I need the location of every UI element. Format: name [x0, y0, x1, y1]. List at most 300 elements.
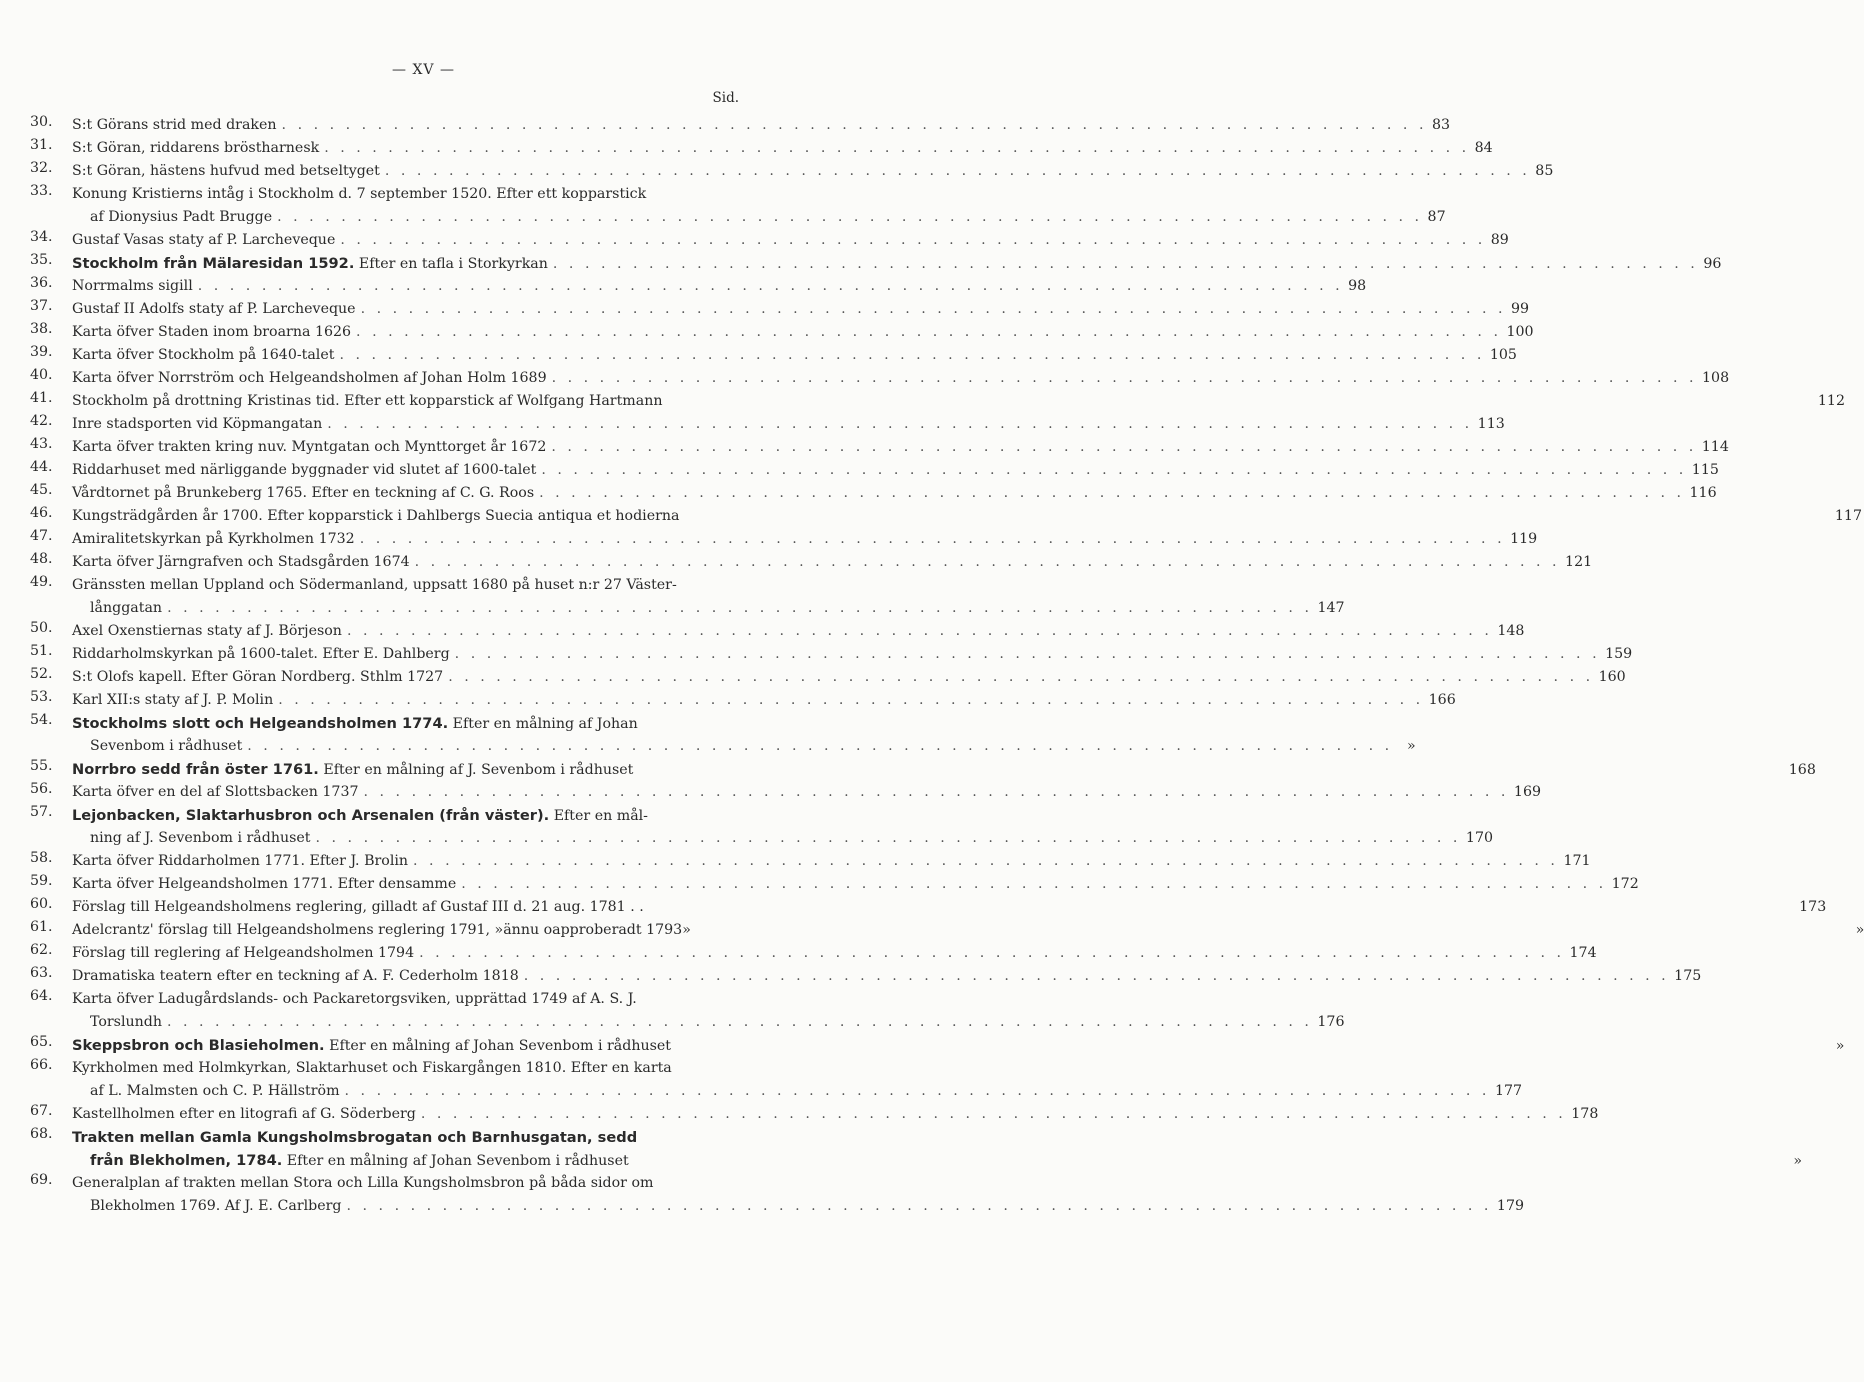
entry-number: 44. — [30, 459, 53, 475]
page-header: — XV — — [392, 62, 455, 78]
entry-text: af Dionysius Padt Brugge — [90, 209, 273, 225]
entry-title-bold: Lejonbacken, Slaktarhusbron och Arsenalen (från väster). — [72, 807, 550, 824]
entry-caption — [72, 873, 456, 896]
dot-leader — [355, 528, 1510, 551]
entry-text: Gränssten mellan Uppland och Södermanland, uppsatt 1680 på huset n:r 27 Väster- — [72, 577, 677, 593]
page-number: 169 — [1513, 784, 1542, 800]
list-item — [30, 804, 1494, 850]
entry-number: 43. — [30, 436, 53, 452]
entry-title-bold: från Blekholmen, 1784. — [90, 1152, 283, 1169]
dot-leader — [311, 827, 1466, 850]
entry-number: 57. — [30, 804, 53, 820]
entry-caption — [72, 321, 351, 344]
entry-caption — [72, 1103, 416, 1126]
entry-line — [72, 321, 1534, 344]
entry-caption — [72, 390, 662, 413]
page-number: 160 — [1598, 669, 1626, 685]
entry-line — [72, 1126, 740, 1149]
list-item — [30, 114, 1451, 137]
entry-text: Torslundh — [90, 1014, 162, 1030]
entry-text: Förslag till Helgeandsholmens reglering, gilladt af Gustaf III d. 21 aug. 1781 . . — [72, 899, 644, 915]
entry-title-bold: Norrbro sedd från öster 1761. — [72, 761, 319, 778]
list-item — [30, 482, 1717, 505]
page-number: 98 — [1348, 278, 1367, 294]
dot-leader — [456, 873, 1611, 896]
entry-text: Norrmalms sigill — [72, 278, 193, 294]
entry-line — [72, 666, 1626, 689]
entry-line — [72, 229, 1509, 252]
entry-line — [72, 436, 1729, 459]
list-item — [30, 390, 1845, 413]
page-number: 100 — [1506, 324, 1534, 340]
entry-line — [72, 482, 1717, 505]
entry-text: Riddarholmskyrkan på 1600-talet. Efter E. Dahlberg — [72, 646, 450, 662]
entry-number: 45. — [30, 482, 53, 498]
entry-line — [72, 114, 1451, 137]
entry-caption — [90, 827, 311, 850]
entry-text: Adelcrantz' förslag till Helgeandsholmens reglering 1791, »ännu oapproberadt 1793» — [72, 922, 691, 938]
page-number: 115 — [1691, 462, 1719, 478]
entry-text: Efter en målning af J. Sevenbom i rådhuset — [318, 762, 634, 778]
entry-number: 39. — [30, 344, 53, 360]
entry-line — [72, 643, 1633, 666]
entry-caption — [72, 620, 342, 643]
entry-text: Sevenbom i rådhuset — [90, 738, 243, 754]
entry-number: 40. — [30, 367, 53, 383]
entry-caption — [90, 1080, 340, 1103]
entry-number: 34. — [30, 229, 53, 245]
entry-number: 49. — [30, 574, 53, 590]
list-item — [30, 758, 1816, 781]
entry-text: Dramatiska teatern efter en teckning af A. F. Cederholm 1818 — [72, 968, 519, 984]
page-number: 177 — [1494, 1083, 1523, 1099]
entry-text: Förslag till reglering af Helgeandsholmen 1794 — [72, 945, 415, 961]
entry-caption — [72, 160, 380, 183]
page-number: 172 — [1611, 876, 1639, 892]
entry-text: ning af J. Sevenbom i rådhuset — [90, 830, 311, 846]
dot-leader — [408, 850, 1563, 873]
dot-leader — [272, 206, 1427, 229]
list-item — [30, 942, 1597, 965]
entry-number: 48. — [30, 551, 53, 567]
page-number: 84 — [1474, 140, 1493, 156]
entry-caption — [72, 1172, 653, 1195]
entry-caption — [72, 712, 638, 736]
entry-line — [72, 712, 740, 735]
entry-text: Amiralitetskyrkan på Kyrkholmen 1732 — [72, 531, 355, 547]
entry-line — [72, 298, 1530, 321]
entry-line — [72, 873, 1639, 896]
entry-text: Efter en mål- — [549, 808, 648, 824]
entry-line — [72, 367, 1730, 390]
page-number: » — [1793, 1153, 1803, 1169]
entry-number: 37. — [30, 298, 53, 314]
list-item — [30, 436, 1729, 459]
entry-number: 47. — [30, 528, 53, 544]
entry-caption — [72, 781, 359, 804]
page-column-label: Sid. — [712, 90, 739, 106]
entry-text: Blekholmen 1769. Af J. E. Carlberg — [90, 1198, 342, 1214]
entry-line — [72, 528, 1538, 551]
entry-title-bold: Skeppsbron och Blasieholmen. — [72, 1037, 325, 1054]
list-item — [30, 252, 1722, 275]
dot-leader — [340, 1080, 1495, 1103]
entry-line — [72, 689, 1456, 712]
entry-number: 30. — [30, 114, 53, 130]
list-item — [30, 873, 1639, 896]
entry-text: Konung Kristierns intåg i Stockholm d. 7 september 1520. Efter ett kopparstick — [72, 186, 647, 202]
entry-text: Vårdtornet på Brunkeberg 1765. Efter en teckning af C. G. Roos — [72, 485, 535, 501]
list-item — [30, 367, 1730, 390]
entry-line — [72, 505, 1862, 528]
entry-line — [72, 919, 1864, 942]
page-number: 117 — [1834, 508, 1862, 524]
entry-number: 50. — [30, 620, 53, 636]
entry-caption — [90, 597, 162, 620]
entry-text: Gustaf II Adolfs staty af P. Larcheveque — [72, 301, 356, 317]
entry-caption — [72, 436, 546, 459]
entry-line — [72, 574, 740, 597]
list-item — [30, 965, 1702, 988]
page-number: 175 — [1674, 968, 1702, 984]
entry-text: Efter en målning af Johan Sevenbom i rådhuset — [282, 1153, 629, 1169]
entry-line — [72, 137, 1493, 160]
entry-text: Inre stadsporten vid Köpmangatan — [72, 416, 323, 432]
list-item — [30, 183, 1446, 229]
entry-caption — [90, 735, 242, 758]
page-number: 116 — [1689, 485, 1717, 501]
page-number: 85 — [1535, 163, 1554, 179]
entry-number: 52. — [30, 666, 53, 682]
entry-caption — [72, 413, 322, 436]
entry-text: Karta öfver Norrström och Helgeandsholmen af Johan Holm 1689 — [72, 370, 547, 386]
entry-number: 65. — [30, 1034, 53, 1050]
dot-leader — [277, 114, 1432, 137]
entry-line — [72, 758, 1816, 781]
entry-title-bold: Stockholms slott och Helgeandsholmen 1774. — [72, 715, 449, 732]
entry-number: 69. — [30, 1172, 53, 1188]
entry-number: 36. — [30, 275, 53, 291]
entry-number: 60. — [30, 896, 53, 912]
list-item — [30, 643, 1633, 666]
list-item — [30, 298, 1530, 321]
entry-caption — [72, 1126, 637, 1150]
dot-leader — [416, 1103, 1571, 1126]
entry-text: Karl XII:s staty af J. P. Molin — [72, 692, 274, 708]
dot-leader — [443, 666, 1598, 689]
list-item — [30, 896, 1827, 919]
entry-text: Efter en tafla i Storkyrkan — [354, 256, 548, 272]
entry-caption — [72, 965, 519, 988]
entry-caption — [72, 505, 679, 528]
entry-caption — [72, 574, 677, 597]
page-number: 87 — [1427, 209, 1446, 225]
dot-leader — [193, 275, 1348, 298]
list-item — [30, 620, 1525, 643]
page-number: 108 — [1702, 370, 1730, 386]
list-item — [30, 781, 1542, 804]
list-item — [30, 137, 1493, 160]
entry-caption — [72, 551, 410, 574]
entry-text: Kastellholmen efter en litografi af G. Söderberg — [72, 1106, 416, 1122]
entry-text: långgatan — [90, 600, 163, 616]
entry-text: Axel Oxenstiernas staty af J. Börjeson — [72, 623, 342, 639]
list-item — [30, 551, 1593, 574]
entry-caption — [72, 919, 691, 942]
entry-line — [72, 735, 1416, 758]
entry-number: 61. — [30, 919, 53, 935]
entry-number: 33. — [30, 183, 53, 199]
entry-text: Karta öfver Stockholm på 1640-talet — [72, 347, 335, 363]
page-number: 114 — [1701, 439, 1729, 455]
page-number: 96 — [1703, 256, 1722, 272]
page-number: 176 — [1317, 1014, 1345, 1030]
entry-number: 32. — [30, 160, 53, 176]
entry-caption — [72, 229, 335, 252]
dot-leader — [548, 253, 1703, 276]
entry-line — [72, 781, 1542, 804]
entry-line — [72, 206, 1446, 229]
entry-line — [72, 413, 1505, 436]
dot-leader — [414, 942, 1569, 965]
entry-text: S:t Olofs kapell. Efter Göran Nordberg. Sthlm 1727 — [72, 669, 444, 685]
list-item — [30, 712, 1416, 758]
entry-text: Stockholm på drottning Kristinas tid. Efter ett kopparstick af Wolfgang Hartmann — [72, 393, 663, 409]
page-number: » — [1407, 738, 1416, 754]
list-item — [30, 528, 1538, 551]
entry-number: 68. — [30, 1126, 53, 1142]
entry-caption — [90, 1149, 629, 1173]
entry-line — [72, 597, 1345, 620]
entry-number: 46. — [30, 505, 53, 521]
entry-caption — [72, 666, 443, 689]
list-item — [30, 919, 1864, 942]
dot-leader — [380, 160, 1535, 183]
entry-text: S:t Göran, hästens hufvud med betseltyget — [72, 163, 380, 179]
page-number: 89 — [1490, 232, 1509, 248]
entry-caption — [72, 689, 273, 712]
dot-leader — [519, 965, 1674, 988]
page-number: 99 — [1511, 301, 1530, 317]
list-item — [30, 689, 1456, 712]
entry-line — [72, 275, 1367, 298]
entry-number: 38. — [30, 321, 53, 337]
entry-caption — [72, 643, 450, 666]
entry-line — [72, 551, 1593, 574]
entry-line — [72, 1195, 1525, 1218]
entry-caption — [72, 114, 277, 137]
entry-number: 63. — [30, 965, 53, 981]
entry-text: Kungsträdgården år 1700. Efter kopparstick i Dahlbergs Suecia antiqua et hodierna — [72, 508, 680, 524]
list-item — [30, 344, 1517, 367]
list-item — [30, 160, 1554, 183]
entry-line — [72, 620, 1525, 643]
entry-caption — [90, 206, 272, 229]
entry-line — [72, 183, 740, 206]
entry-caption — [72, 758, 633, 782]
entry-line — [72, 804, 740, 827]
entry-line — [72, 252, 1722, 275]
entry-text: Efter en målning af Johan Sevenbom i rådhuset — [324, 1038, 671, 1054]
entry-caption — [72, 896, 644, 919]
entry-text: Karta öfver Ladugårdslands- och Packaretorgsviken, upprättad 1749 af A. S. J. — [72, 991, 637, 1007]
dot-leader — [322, 413, 1477, 436]
entry-caption — [72, 1034, 671, 1058]
entry-text: Efter en målning af Johan — [448, 716, 638, 732]
entry-number: 67. — [30, 1103, 53, 1119]
entry-caption — [72, 183, 646, 206]
list-item — [30, 459, 1719, 482]
dot-leader — [359, 781, 1514, 804]
page-number: 121 — [1565, 554, 1593, 570]
page-number: » — [1855, 922, 1864, 938]
dot-leader — [534, 482, 1689, 505]
list-item — [30, 574, 1345, 620]
entry-caption — [72, 804, 648, 828]
entry-caption — [72, 482, 534, 505]
page-number: 171 — [1563, 853, 1591, 869]
entry-line — [72, 459, 1719, 482]
page-number: 168 — [1788, 762, 1816, 778]
dot-leader — [342, 620, 1497, 643]
list-item — [30, 850, 1591, 873]
page-number: 159 — [1605, 646, 1633, 662]
entry-line — [72, 850, 1591, 873]
page-number: 147 — [1317, 600, 1345, 616]
dot-leader — [450, 643, 1605, 666]
entry-text: Karta öfver Järngrafven och Stadsgården 1674 — [72, 554, 410, 570]
entry-caption — [90, 1011, 162, 1034]
dot-leader — [335, 229, 1490, 252]
entry-number: 59. — [30, 873, 53, 889]
entry-line — [72, 988, 740, 1011]
list-item — [30, 988, 1345, 1034]
list-item — [30, 229, 1509, 252]
dot-leader — [351, 321, 1506, 344]
entry-line — [72, 1103, 1599, 1126]
entry-number: 31. — [30, 137, 53, 153]
page-number: 113 — [1477, 416, 1505, 432]
dot-leader — [162, 1011, 1317, 1034]
illustration-list — [30, 114, 1864, 1218]
entry-line — [72, 1011, 1345, 1034]
entry-text: S:t Görans strid med draken — [72, 117, 277, 133]
page-number: 166 — [1428, 692, 1456, 708]
entry-line — [72, 965, 1702, 988]
entry-number: 58. — [30, 850, 53, 866]
entry-caption — [72, 988, 637, 1011]
page-number: 148 — [1497, 623, 1525, 639]
dot-leader — [547, 367, 1702, 390]
entry-number: 56. — [30, 781, 53, 797]
entry-line — [72, 390, 1845, 413]
dot-leader — [319, 137, 1474, 160]
entry-text: Karta öfver Riddarholmen 1771. Efter J. Brolin — [72, 853, 409, 869]
entry-line — [72, 942, 1597, 965]
entry-caption — [72, 459, 536, 482]
entry-caption — [72, 942, 414, 965]
entry-number: 53. — [30, 689, 53, 705]
list-item — [30, 1103, 1599, 1126]
page-number: 83 — [1431, 117, 1451, 133]
entry-caption — [72, 344, 334, 367]
page-number: 173 — [1799, 899, 1827, 915]
entry-caption — [72, 298, 356, 321]
list-item — [30, 1034, 1845, 1057]
entry-caption — [72, 528, 355, 551]
page-number: 170 — [1465, 830, 1494, 846]
entry-number: 54. — [30, 712, 53, 728]
entry-number: 35. — [30, 252, 53, 268]
list-item — [30, 275, 1367, 298]
entry-line — [72, 896, 1827, 919]
list-item — [30, 413, 1505, 436]
entry-number: 41. — [30, 390, 53, 406]
entry-text: Riddarhuset med närliggande byggnader vid slutet af 1600-talet — [72, 462, 537, 478]
list-item — [30, 1172, 1525, 1218]
entry-line — [72, 1080, 1523, 1103]
dot-leader — [273, 689, 1428, 712]
entry-caption — [72, 850, 408, 873]
list-item — [30, 1126, 1803, 1172]
page-number: » — [1835, 1038, 1845, 1054]
entry-line — [72, 1057, 740, 1080]
list-item — [30, 1057, 1523, 1103]
entry-text: Karta öfver en del af Slottsbacken 1737 — [72, 784, 359, 800]
list-item — [30, 321, 1534, 344]
entry-line — [72, 1034, 1845, 1057]
entry-title-bold: Trakten mellan Gamla Kungsholmsbrogatan och Barnhusgatan, sedd — [72, 1129, 638, 1146]
dot-leader — [546, 436, 1701, 459]
dot-leader — [356, 298, 1511, 321]
dot-leader — [242, 735, 1397, 758]
entry-line — [72, 344, 1517, 367]
dot-leader — [410, 551, 1565, 574]
entry-line — [72, 160, 1554, 183]
entry-line — [72, 1149, 1803, 1172]
entry-number: 55. — [30, 758, 53, 774]
page-number: 178 — [1571, 1106, 1599, 1122]
entry-text: Generalplan af trakten mellan Stora och Lilla Kungsholmsbron på båda sidor om — [72, 1175, 654, 1191]
entry-caption — [72, 137, 319, 160]
entry-line — [72, 827, 1494, 850]
entry-text: Karta öfver Staden inom broarna 1626 — [72, 324, 352, 340]
list-item — [30, 666, 1626, 689]
dot-leader — [162, 597, 1317, 620]
entry-text: Kyrkholmen med Holmkyrkan, Slaktarhuset och Fiskargången 1810. Efter en karta — [72, 1060, 672, 1076]
entry-number: 42. — [30, 413, 53, 429]
entry-number: 66. — [30, 1057, 53, 1073]
entry-number: 64. — [30, 988, 53, 1004]
entry-text: Gustaf Vasas staty af P. Larcheveque — [72, 232, 336, 248]
dot-leader — [342, 1195, 1497, 1218]
entry-caption — [72, 275, 193, 298]
entry-title-bold: Stockholm från Mälaresidan 1592. — [72, 255, 355, 272]
entry-number: 51. — [30, 643, 53, 659]
page-number: 174 — [1569, 945, 1597, 961]
entry-text: af L. Malmsten och C. P. Hällström — [90, 1083, 340, 1099]
entry-line — [72, 1172, 740, 1195]
list-item — [30, 505, 1862, 528]
page-number: 105 — [1489, 347, 1517, 363]
entry-number: 62. — [30, 942, 53, 958]
page-number: 112 — [1817, 393, 1845, 409]
entry-text: S:t Göran, riddarens bröstharnesk — [72, 140, 320, 156]
page-number: 119 — [1510, 531, 1538, 547]
entry-text: Karta öfver trakten kring nuv. Myntgatan och Mynttorget år 1672 — [72, 439, 547, 455]
entry-caption — [72, 1057, 672, 1080]
dot-leader — [536, 459, 1691, 482]
